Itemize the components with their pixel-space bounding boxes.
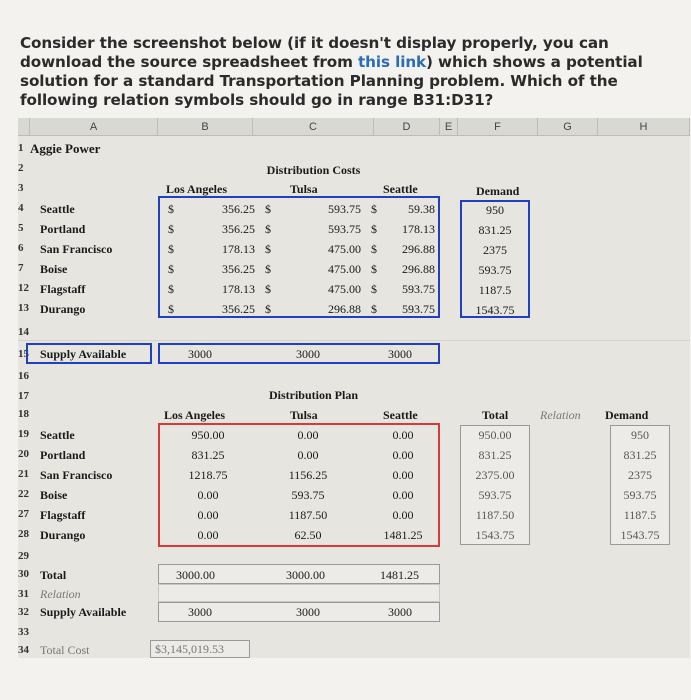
plan-seattle[interactable]: 0.00 [392, 428, 414, 442]
col-header-a[interactable]: A [30, 118, 158, 136]
row-number: 20 [18, 448, 29, 460]
total-header: Total [482, 408, 509, 422]
total-range-box [460, 425, 530, 545]
row-number: 34 [18, 644, 29, 656]
costs-header: Distribution Costs [266, 163, 361, 177]
row-number: 6 [18, 242, 24, 254]
relation-range-b31-d31[interactable] [158, 584, 440, 602]
row-total: 831.25 [478, 448, 512, 462]
cost-seattle: 296.88 [402, 242, 435, 256]
source-name: Seattle [40, 428, 75, 442]
cost-range-box [158, 196, 440, 318]
currency-sign: $ [265, 202, 271, 216]
plan-seattle[interactable]: 0.00 [392, 448, 414, 462]
cost-la: 356.25 [222, 262, 255, 276]
currency-sign: $ [168, 262, 174, 276]
cost-seattle: 593.75 [402, 302, 435, 316]
row-number: 7 [18, 262, 24, 274]
row-number: 13 [18, 302, 29, 314]
cost-tulsa: 475.00 [328, 262, 361, 276]
currency-sign: $ [371, 302, 377, 316]
source-name: Portland [40, 448, 86, 462]
cost-tulsa: 475.00 [328, 242, 361, 256]
col-header-c[interactable]: C [253, 118, 374, 136]
source-name: Boise [40, 488, 68, 502]
cost-tulsa: 593.75 [328, 202, 361, 216]
plan-seattle[interactable]: 1481.25 [383, 528, 423, 542]
row-number: 1 [18, 142, 24, 154]
row-total: 1187.50 [475, 508, 515, 522]
plan-la[interactable]: 950.00 [191, 428, 225, 442]
row-number: 18 [18, 408, 29, 420]
plan-la[interactable]: 831.25 [191, 448, 225, 462]
currency-sign: $ [371, 202, 377, 216]
plan-la[interactable]: 0.00 [197, 488, 219, 502]
source-name: Boise [40, 262, 68, 276]
plan-tulsa[interactable]: 1187.50 [288, 508, 328, 522]
total-seattle: 1481.25 [380, 568, 419, 582]
row-number: 22 [18, 488, 29, 500]
source-name: Flagstaff [40, 508, 86, 522]
row-number: 30 [18, 568, 29, 580]
total-cost-label: Total Cost [40, 643, 90, 657]
row-demand: 1187.5 [623, 508, 657, 522]
col-header-b[interactable]: B [158, 118, 253, 136]
supply-seattle: 3000 [388, 347, 412, 361]
source-name: Durango [40, 302, 86, 316]
supply2-label: Supply Available [40, 605, 127, 619]
supply2-tulsa: 3000 [296, 605, 320, 619]
source-name: Seattle [40, 202, 75, 216]
plan-seattle[interactable]: 0.00 [392, 468, 414, 482]
supply-tulsa: 3000 [296, 347, 320, 361]
currency-sign: $ [168, 282, 174, 296]
plan-tulsa[interactable]: 0.00 [297, 448, 319, 462]
source-name: Durango [40, 528, 86, 542]
currency-sign: $ [265, 302, 271, 316]
plan-seattle[interactable]: 0.00 [392, 508, 414, 522]
demand-value: 950 [486, 203, 504, 217]
cost-dest-seattle: Seattle [383, 182, 418, 196]
plan-demand-header: Demand [605, 408, 649, 422]
supply-la: 3000 [188, 347, 212, 361]
row-total: 2375.00 [475, 468, 515, 482]
row-number: 5 [18, 222, 24, 234]
plan-dest-seattle: Seattle [383, 408, 418, 422]
row-number: 16 [18, 370, 29, 382]
currency-sign: $ [265, 242, 271, 256]
row-number: 27 [18, 508, 29, 520]
plan-tulsa[interactable]: 62.50 [294, 528, 322, 542]
demand-value: 831.25 [478, 223, 512, 237]
demand-col-box [610, 425, 670, 545]
currency-sign: $ [371, 262, 377, 276]
row-number: 31 [18, 588, 29, 600]
total-row-label: Total [40, 568, 67, 582]
col-header-d[interactable]: D [374, 118, 440, 136]
currency-sign: $ [168, 302, 174, 316]
relation-header: Relation [540, 408, 581, 422]
currency-sign: $ [168, 242, 174, 256]
currency-sign: $ [168, 222, 174, 236]
col-header-g[interactable]: G [538, 118, 598, 136]
cost-dest-tulsa: Tulsa [290, 182, 318, 196]
spreadsheet-screenshot [18, 118, 690, 658]
cost-tulsa: 296.88 [328, 302, 361, 316]
currency-sign: $ [371, 222, 377, 236]
row-total: 950.00 [478, 428, 512, 442]
total-cost-value: $3,145,019.53 [155, 642, 224, 656]
col-header-h[interactable]: H [598, 118, 690, 136]
currency-sign: $ [265, 222, 271, 236]
row-total: 593.75 [478, 488, 512, 502]
cost-la: 178.13 [222, 242, 255, 256]
total-tulsa: 3000.00 [286, 568, 325, 582]
demand-value: 1187.5 [478, 283, 512, 297]
row-demand: 1543.75 [620, 528, 660, 542]
plan-tulsa[interactable]: 593.75 [291, 488, 325, 502]
col-header-e[interactable]: E [440, 118, 458, 136]
currency-sign: $ [265, 262, 271, 276]
cost-la: 356.25 [222, 222, 255, 236]
cost-seattle: 593.75 [402, 282, 435, 296]
plan-la[interactable]: 0.00 [197, 508, 219, 522]
col-header-f[interactable]: F [458, 118, 538, 136]
demand-value: 2375 [483, 243, 507, 257]
cost-dest-la: Los Angeles [166, 182, 228, 196]
currency-sign: $ [371, 242, 377, 256]
plan-la[interactable]: 0.00 [197, 528, 219, 542]
row-number: 28 [18, 528, 29, 540]
plan-seattle[interactable]: 0.00 [392, 488, 414, 502]
currency-sign: $ [371, 282, 377, 296]
row-number: 12 [18, 282, 29, 294]
plan-la[interactable]: 1218.75 [188, 468, 228, 482]
row-number: 14 [18, 326, 29, 338]
plan-tulsa[interactable]: 1156.25 [288, 468, 328, 482]
row-demand: 593.75 [623, 488, 657, 502]
row-number: 19 [18, 428, 29, 440]
source-name: Flagstaff [40, 282, 86, 296]
demand-header: Demand [476, 184, 520, 198]
source-name: San Francisco [40, 242, 113, 256]
row-number: 2 [18, 162, 24, 174]
row-demand: 831.25 [623, 448, 657, 462]
cost-la: 178.13 [222, 282, 255, 296]
cost-tulsa: 475.00 [328, 282, 361, 296]
question-part2: ) which shows a potential solution for a standard Transportation Planning problem. Which of the following relation symbols should go in range B31:D31? [20, 53, 643, 109]
cost-seattle: 296.88 [402, 262, 435, 276]
row-number: 15 [18, 348, 29, 360]
plan-dest-tulsa: Tulsa [290, 408, 318, 422]
row-number: 29 [18, 550, 29, 562]
plan-range-box [158, 423, 440, 547]
supply-label-box [26, 343, 152, 364]
row-number: 3 [18, 182, 24, 194]
row-number: 17 [18, 390, 29, 402]
currency-sign: $ [265, 282, 271, 296]
demand-value: 1543.75 [475, 303, 515, 317]
question-text [20, 34, 675, 110]
supply2-seattle: 3000 [388, 605, 412, 619]
row-divider [18, 340, 690, 341]
cost-tulsa: 593.75 [328, 222, 361, 236]
plan-dest-la: Los Angeles [164, 408, 226, 422]
demand-value: 593.75 [478, 263, 512, 277]
plan-tulsa[interactable]: 0.00 [297, 428, 319, 442]
demand-range-box [460, 200, 530, 318]
row-number: 33 [18, 626, 29, 638]
total-la: 3000.00 [176, 568, 215, 582]
sheet-title: Aggie Power [30, 141, 101, 156]
currency-sign: $ [168, 202, 174, 216]
supply-label: Supply Available [40, 347, 127, 361]
row-number: 4 [18, 202, 24, 214]
cost-seattle: 178.13 [402, 222, 435, 236]
relation-row-label: Relation [40, 587, 81, 601]
cost-seattle: 59.38 [408, 202, 435, 216]
row-demand: 950 [631, 428, 649, 442]
cost-la: 356.25 [222, 302, 255, 316]
cost-la: 356.25 [222, 202, 255, 216]
source-name: Portland [40, 222, 86, 236]
corner-cell [18, 118, 30, 136]
source-name: San Francisco [40, 468, 113, 482]
plan-header: Distribution Plan [268, 388, 358, 402]
row-number: 21 [18, 468, 29, 480]
row-number: 32 [18, 606, 29, 618]
question-part1: Consider the screenshot below (if it doesn't display properly, you can download the source spreadsheet from [20, 34, 609, 71]
row-demand: 2375 [628, 468, 652, 482]
row-total: 1543.75 [475, 528, 515, 542]
source-link[interactable]: this link [358, 53, 427, 71]
supply-range-box [158, 343, 440, 364]
supply2-la: 3000 [188, 605, 212, 619]
